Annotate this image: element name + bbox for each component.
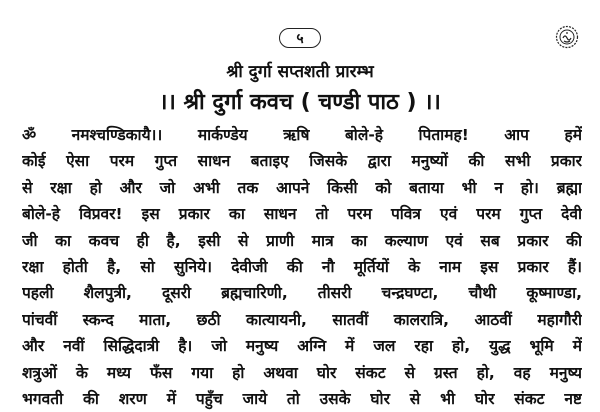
body-line: पांचवीं स्कन्द माता, छठी कात्यायनी, सातवीं कालरात्रि, आठवीं महागौरी [22,310,582,329]
body-line: भगवती की शरण में पहुँच जाये तो उसके घोर से भी घोर संकट नष्ट [22,390,582,409]
body-line: जी का कवच ही है, इसी से प्राणी मात्र का कल्याण एवं सब प्रकार की [22,231,582,250]
om-emblem-icon [555,25,579,49]
body-line: रक्षा होती है, सो सुनिये। देवीजी की नौ मूर्तियों के नाम इस प्रकार हैं। [22,258,582,277]
body-paragraph [22,122,582,412]
body-line: ॐ नमश्चण्डिकायै।। मार्कण्डेय ऋषि बोले-हे पितामह! आप हमें [22,126,582,144]
body-line: बोले-हे विप्रवर! इस प्रकार का साधन तो परम पवित्र एवं परम गुप्त देवी [22,205,582,224]
body-line: कोई ऐसा परम गुप्त साधन बताइए जिसके द्वारा मनुष्यों की सभी प्रकार [22,152,582,171]
body-line: शत्रुओं के मध्य फँस गया हो अथवा घोर संकट से ग्रस्त हो, वह मनुष्य [22,363,582,382]
section-subtitle: श्री दुर्गा सप्तशती प्रारम्भ [226,62,374,82]
page-title: ।। श्री दुर्गा कवच ( चण्डी पाठ ) ।। [159,90,441,115]
body-line: पहली शैलपुत्री, दूसरी ब्रह्मचारिणी, तीसरी चन्द्रघण्टा, चौथी कूष्माण्डा, [22,284,582,303]
page-number: ५ [279,28,321,48]
body-line: और नवीं सिद्धिदात्री है। जो मनुष्य अग्नि में जल रहा हो, युद्ध भूमि में [22,337,582,356]
body-line: से रक्षा हो और जो अभी तक आपने किसी को बताया भी न हो। ब्रह्मा [22,178,582,197]
